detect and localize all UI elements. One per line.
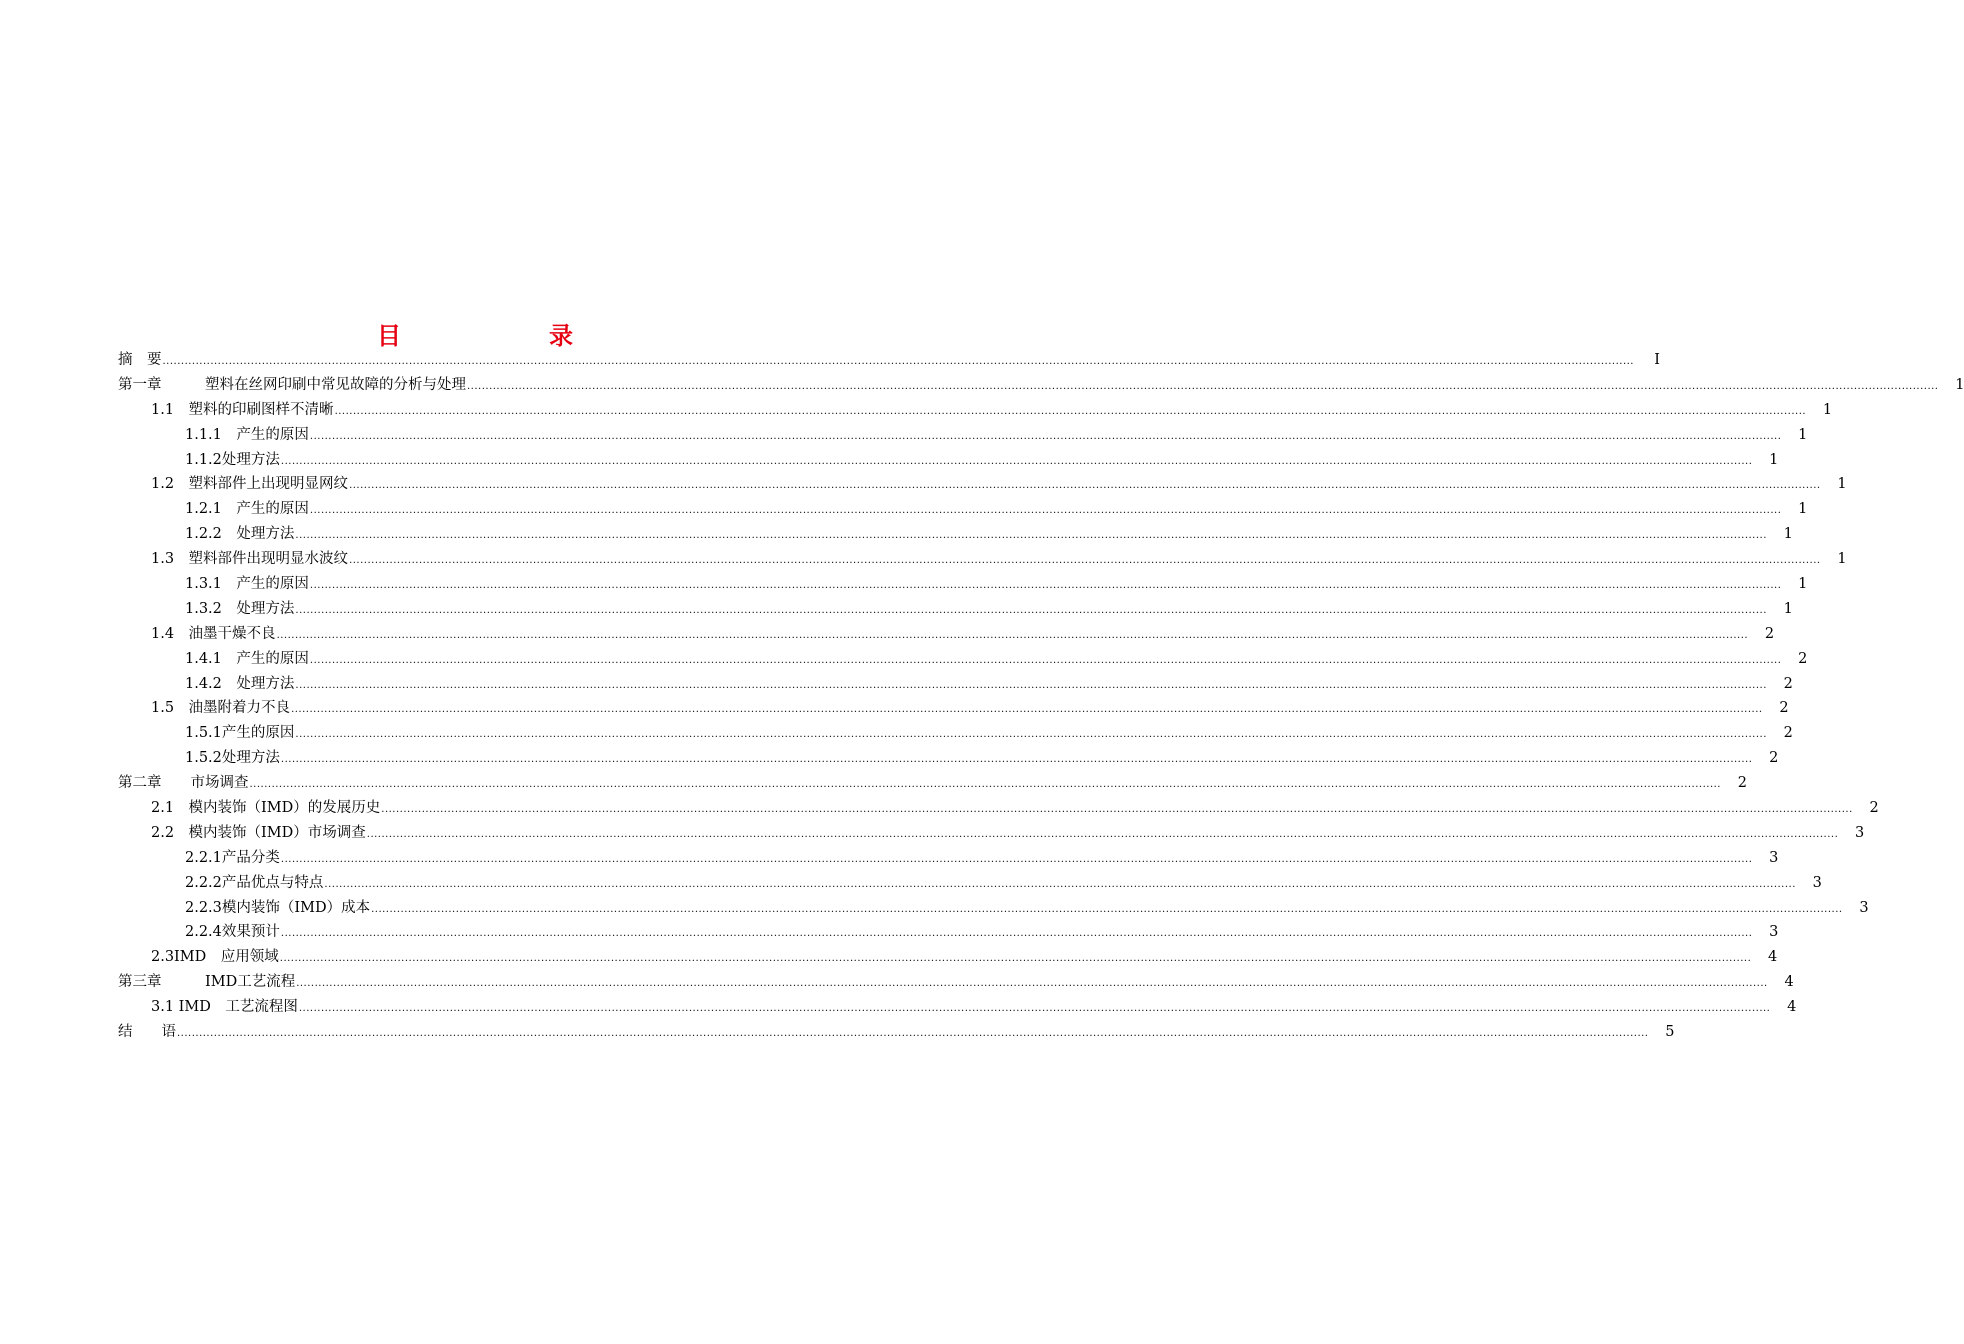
table-of-contents (118, 348, 1964, 1045)
toc-entry-page: 3 (1812, 874, 1822, 891)
toc-entry-page: 1 (1798, 426, 1808, 443)
toc-entry[interactable] (118, 821, 1865, 846)
toc-entry-label: 1.1.2处理方法 (185, 451, 280, 468)
toc-entry-label: 1.3 塑料部件出现明显水波纹 (151, 551, 349, 568)
toc-entry-label: 1.2 塑料部件上出现明显网纹 (151, 476, 349, 493)
toc-entry[interactable] (118, 448, 1779, 473)
toc-entry-page: 4 (1784, 974, 1794, 991)
toc-entry-label: 1.1 塑料的印刷图样不清晰 (151, 401, 334, 418)
toc-entry-page: 2 (1783, 725, 1793, 742)
dot-leader: ................................................................................................................................................................................................................................................................................................................................................................................................................ (349, 480, 1821, 492)
toc-entry-label: 1.1.1 产生的原因 (185, 426, 309, 443)
toc-entry-label: 1.4.1 产生的原因 (185, 650, 309, 667)
toc-entry-label: 2.2.4效果预计 (185, 924, 280, 941)
dot-leader: ................................................................................................................................................................................................................................................................................................................................................................................................................ (291, 704, 1763, 716)
dot-leader: ................................................................................................................................................................................................................................................................................................................................................................................................................ (295, 729, 1767, 741)
toc-entry-label: 第三章 IMD工艺流程 (118, 974, 296, 991)
dot-leader: ................................................................................................................................................................................................................................................................................................................................................................................................................ (324, 878, 1796, 890)
dot-leader: ................................................................................................................................................................................................................................................................................................................................................................................................................ (177, 1028, 1649, 1040)
dot-leader: ................................................................................................................................................................................................................................................................................................................................................................................................................ (309, 430, 1782, 442)
toc-entry-page: 1 (1837, 476, 1847, 493)
toc-entry[interactable] (118, 647, 1808, 672)
toc-entry-label: 结 语 (118, 1024, 176, 1041)
toc-entry-label: 第二章 市场调查 (118, 775, 249, 792)
toc-entry-label: 1.3.1 产生的原因 (185, 576, 309, 593)
toc-entry-label: 1.5.1产生的原因 (185, 725, 295, 742)
toc-entry[interactable] (118, 348, 1660, 373)
toc-entry-page: 5 (1665, 1024, 1675, 1041)
toc-entry-label: 1.5.2处理方法 (185, 750, 280, 767)
toc-entry-page: 1 (1822, 401, 1833, 418)
dot-leader: ................................................................................................................................................................................................................................................................................................................................................................................................................ (295, 604, 1767, 616)
toc-entry-page: 4 (1787, 999, 1797, 1016)
toc-entry[interactable] (118, 696, 1789, 721)
toc-entry-label: 3.1 IMD 工艺流程图 (151, 999, 298, 1016)
toc-entry[interactable] (118, 472, 1847, 497)
toc-entry[interactable] (118, 497, 1808, 522)
toc-entry[interactable] (118, 995, 1797, 1020)
toc-entry[interactable] (118, 721, 1793, 746)
toc-entry-page: 3 (1855, 824, 1865, 841)
toc-entry-label: 1.4 油墨干燥不良 (151, 625, 276, 642)
toc-entry[interactable] (118, 796, 1879, 821)
toc-entry-page: 2 (1737, 775, 1747, 792)
toc-entry-label: 2.3IMD 应用领域 (151, 949, 279, 966)
toc-entry-page: 1 (1837, 551, 1847, 568)
toc-entry-page: 3 (1769, 849, 1779, 866)
toc-entry-page: I (1654, 352, 1660, 368)
toc-entry-page: 3 (1769, 924, 1779, 941)
dot-leader: ................................................................................................................................................................................................................................................................................................................................................................................................................ (371, 903, 1843, 915)
toc-entry-label: 2.1 模内装饰（IMD）的发展历史 (151, 800, 381, 817)
toc-entry-label: 1.2.2 处理方法 (185, 526, 295, 543)
dot-leader: ................................................................................................................................................................................................................................................................................................................................................................................................................ (280, 928, 1753, 940)
toc-entry[interactable] (118, 1020, 1675, 1045)
toc-entry-label: 2.2 模内装饰（IMD）市场调查 (151, 824, 366, 841)
toc-entry-page: 1 (1955, 376, 1964, 393)
dot-leader: ................................................................................................................................................................................................................................................................................................................................................................................................................ (349, 555, 1821, 567)
toc-entry-page: 1 (1798, 501, 1808, 518)
toc-entry[interactable] (118, 871, 1822, 896)
toc-entry-page: 2 (1869, 800, 1879, 817)
toc-entry[interactable] (118, 672, 1793, 697)
toc-entry-page: 2 (1779, 700, 1789, 717)
dot-leader: ................................................................................................................................................................................................................................................................................................................................................................................................................ (309, 580, 1782, 592)
toc-entry[interactable] (118, 846, 1779, 871)
dot-leader: ................................................................................................................................................................................................................................................................................................................................................................................................................ (295, 679, 1767, 691)
toc-entry[interactable] (118, 920, 1779, 945)
dot-leader: ................................................................................................................................................................................................................................................................................................................................................................................................................ (295, 530, 1767, 542)
toc-entry[interactable] (118, 597, 1793, 622)
toc-entry-label: 摘 要 (118, 352, 162, 368)
toc-entry[interactable] (118, 771, 1747, 796)
toc-entry[interactable] (118, 547, 1847, 572)
dot-leader: ................................................................................................................................................................................................................................................................................................................................................................................................................ (467, 380, 1939, 392)
dot-leader: ................................................................................................................................................................................................................................................................................................................................................................................................................ (279, 953, 1752, 965)
toc-entry-label: 1.4.2 处理方法 (185, 675, 295, 692)
dot-leader: ................................................................................................................................................................................................................................................................................................................................................................................................................ (249, 779, 1721, 791)
dot-leader: ................................................................................................................................................................................................................................................................................................................................................................................................................ (309, 654, 1782, 666)
dot-leader: ................................................................................................................................................................................................................................................................................................................................................................................................................ (280, 455, 1753, 467)
toc-entry-page: 2 (1764, 625, 1775, 642)
toc-entry-label: 1.2.1 产生的原因 (185, 501, 309, 518)
toc-entry[interactable] (118, 423, 1808, 448)
toc-entry[interactable] (118, 896, 1869, 921)
toc-entry-page: 4 (1768, 949, 1778, 966)
toc-entry-label: 1.3.2 处理方法 (185, 600, 295, 617)
toc-entry-page: 1 (1798, 576, 1808, 593)
dot-leader: ................................................................................................................................................................................................................................................................................................................................................................................................................ (280, 754, 1753, 766)
toc-entry-page: 2 (1783, 675, 1793, 692)
dot-leader: ................................................................................................................................................................................................................................................................................................................................................................................................................ (334, 405, 1807, 417)
dot-leader: ................................................................................................................................................................................................................................................................................................................................................................................................................ (298, 1003, 1771, 1015)
dot-leader: ................................................................................................................................................................................................................................................................................................................................................................................................................ (366, 828, 1839, 840)
dot-leader: ................................................................................................................................................................................................................................................................................................................................................................................................................ (280, 853, 1753, 865)
toc-entry-page: 2 (1798, 650, 1808, 667)
dot-leader: ................................................................................................................................................................................................................................................................................................................................................................................................................ (162, 356, 1634, 367)
dot-leader: ................................................................................................................................................................................................................................................................................................................................................................................................................ (296, 978, 1768, 990)
dot-leader: ................................................................................................................................................................................................................................................................................................................................................................................................................ (276, 629, 1749, 641)
toc-entry-label: 1.5 油墨附着力不良 (151, 700, 291, 717)
toc-entry-label: 第一章 塑料在丝网印刷中常见故障的分析与处理 (118, 376, 466, 393)
toc-entry[interactable] (118, 572, 1808, 597)
toc-entry-page: 3 (1859, 899, 1869, 916)
toc-title: 目 录 (377, 322, 635, 350)
dot-leader: ................................................................................................................................................................................................................................................................................................................................................................................................................ (381, 804, 1853, 816)
toc-entry-label: 2.2.1产品分类 (185, 849, 280, 866)
toc-entry[interactable] (118, 945, 1778, 970)
toc-entry-page: 1 (1769, 451, 1779, 468)
toc-entry-label: 2.2.2产品优点与特点 (185, 874, 324, 891)
toc-entry[interactable] (118, 746, 1779, 771)
toc-entry[interactable] (118, 398, 1833, 423)
toc-entry-label: 2.2.3模内装饰（IMD）成本 (185, 899, 371, 916)
toc-entry[interactable] (118, 373, 1964, 398)
toc-entry-page: 1 (1783, 526, 1793, 543)
toc-entry[interactable] (118, 622, 1775, 647)
dot-leader: ................................................................................................................................................................................................................................................................................................................................................................................................................ (309, 505, 1782, 517)
toc-entry[interactable] (118, 522, 1793, 547)
toc-entry[interactable] (118, 970, 1794, 995)
toc-entry-page: 2 (1769, 750, 1779, 767)
toc-entry-page: 1 (1783, 600, 1793, 617)
